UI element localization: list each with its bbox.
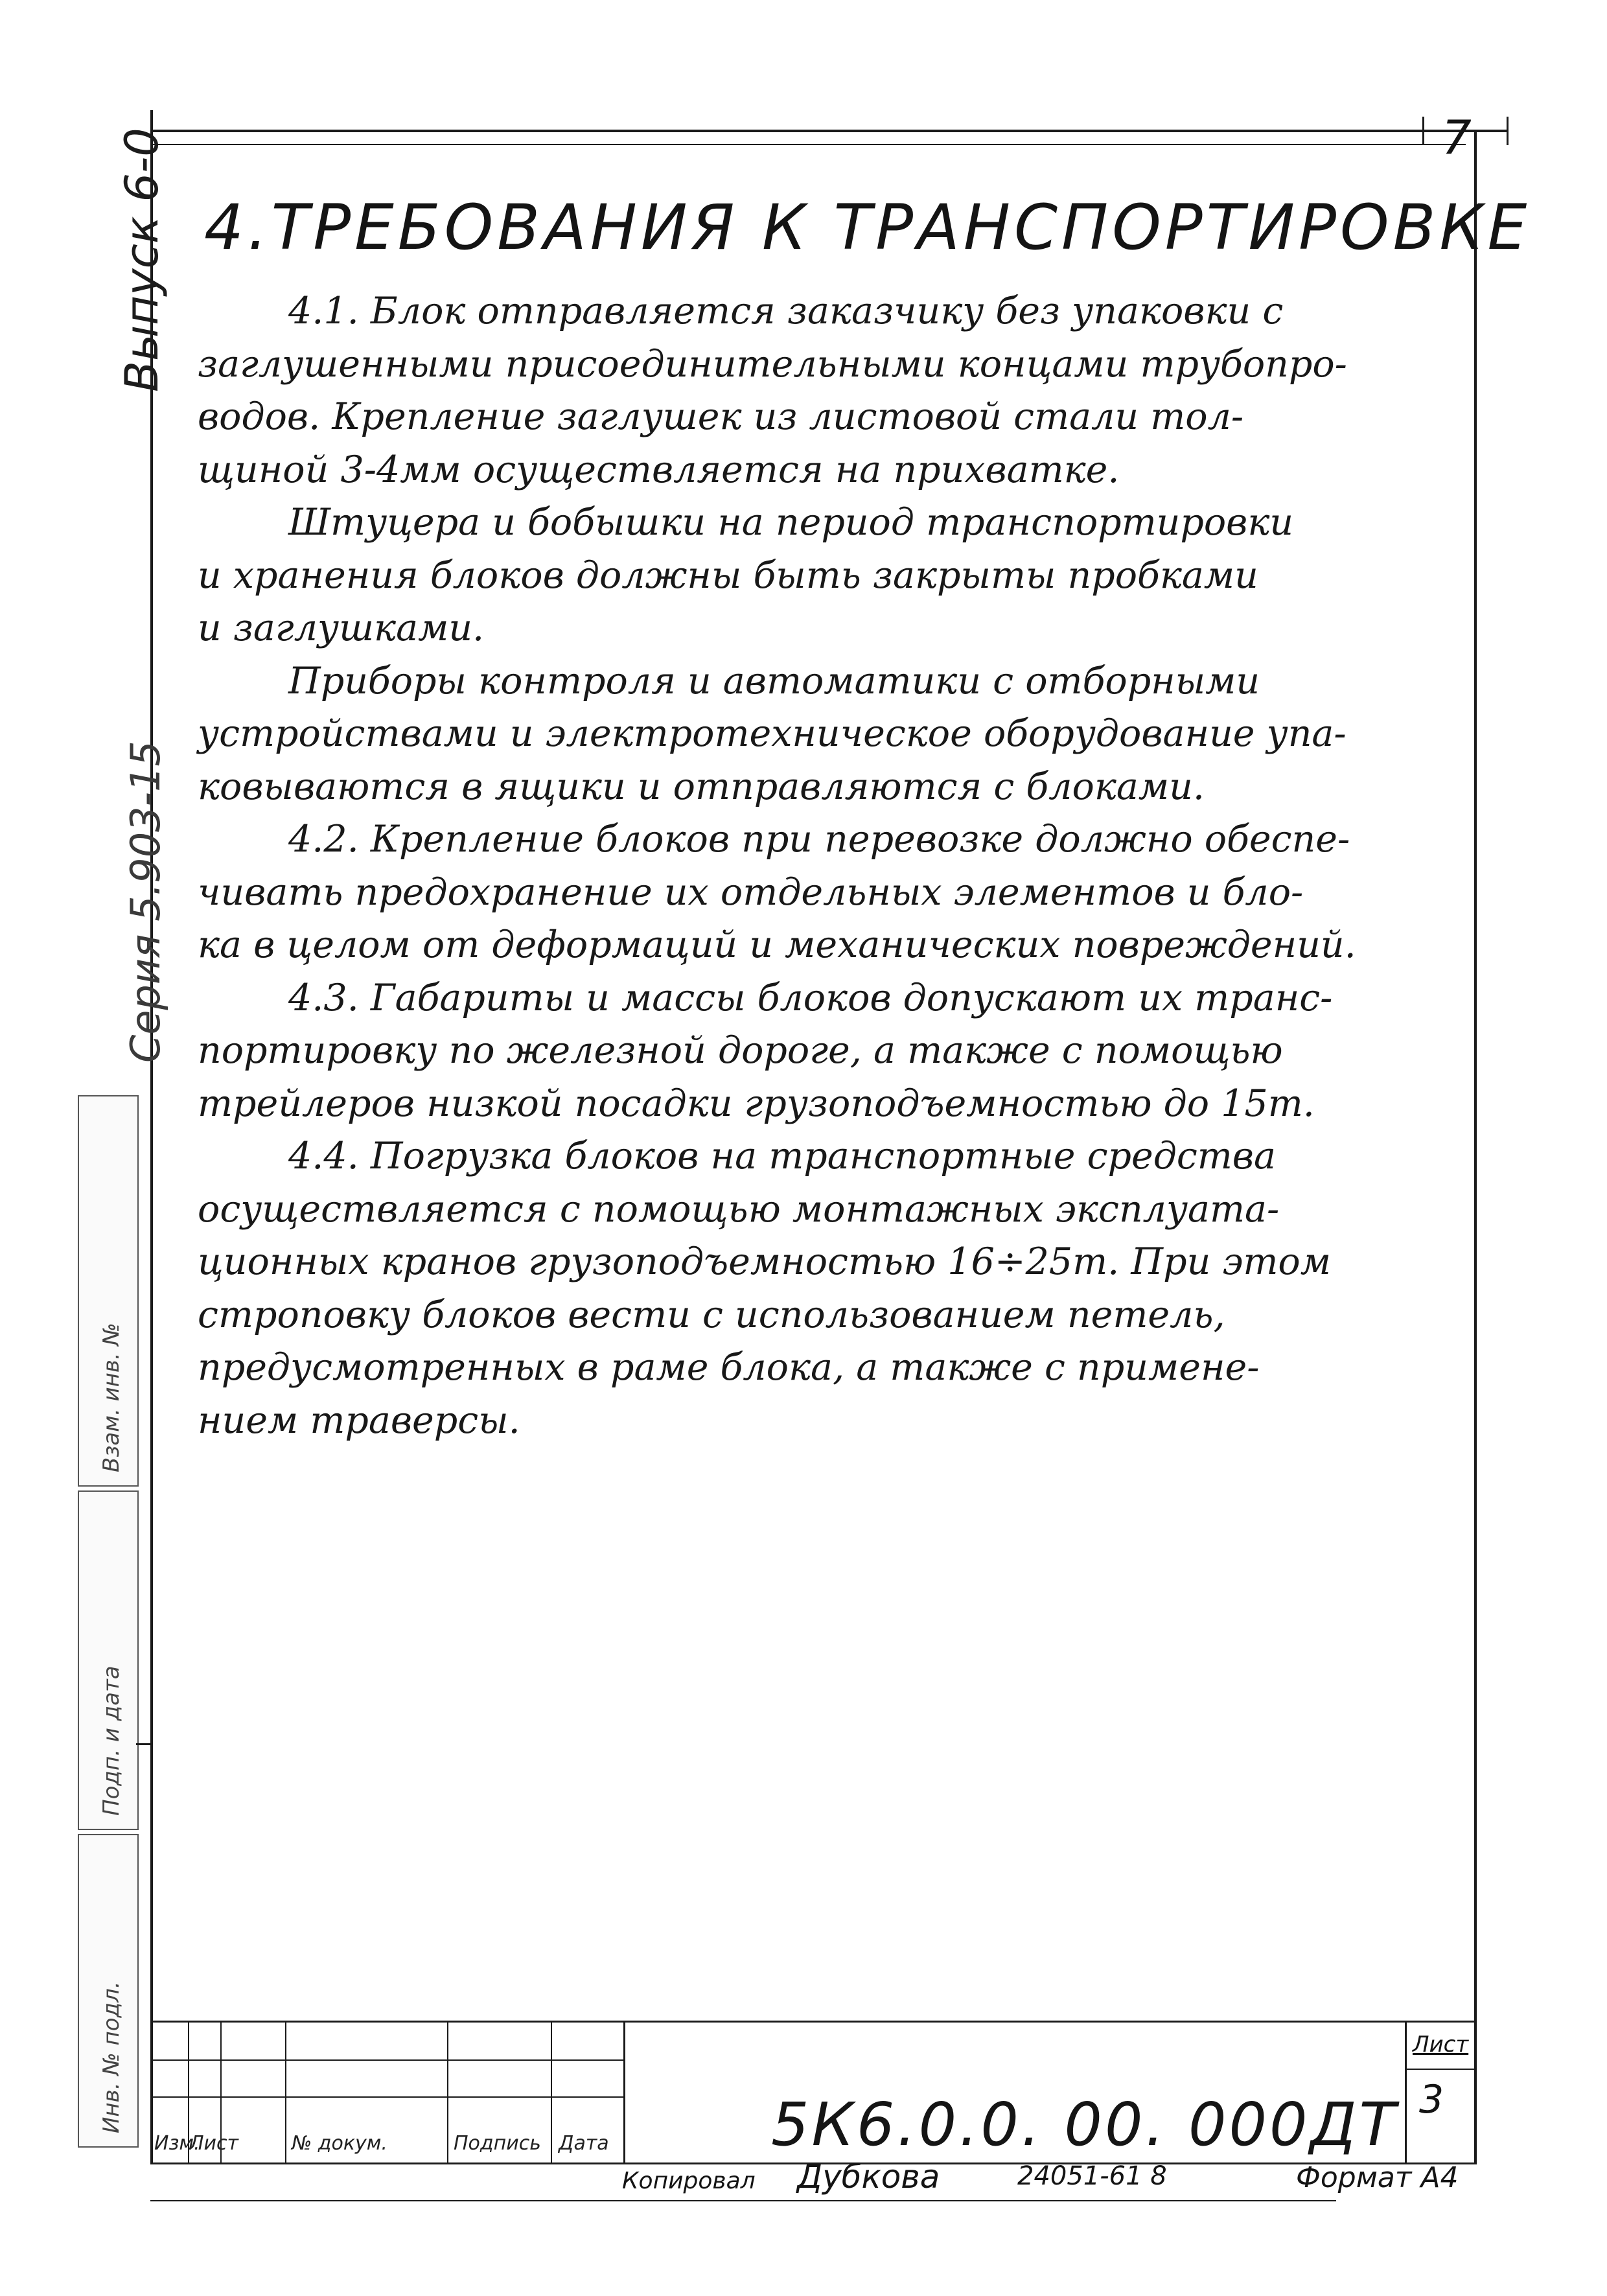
copy-reference: 24051-61 8 [1017, 2161, 1167, 2191]
text-line: щиной 3-4мм осуществляется на прихватке. [198, 448, 1120, 491]
titleblock-header-date: Дата [559, 2132, 609, 2155]
stamp-label-original: Инв. № подл. [98, 1981, 124, 2133]
text-line: заглушенными присоединительными концами трубопро- [198, 342, 1347, 386]
format-label: Формат А4 [1296, 2161, 1459, 2194]
text-line: устройствами и электротехническое оборудование упа- [198, 712, 1347, 755]
frame-left [150, 110, 153, 2164]
text-line: ковываются в ящики и отправляются с блоками. [198, 765, 1205, 808]
series-label: Серия 5.903-15 [122, 741, 169, 1063]
text-line: чивать предохранение их отдельных элементов и бло- [198, 870, 1304, 914]
titleblock-col-3 [285, 2021, 286, 2163]
text-line: 4.3. Габариты и массы блоков допускают их транс- [288, 976, 1333, 1019]
text-line: нием траверсы. [198, 1398, 520, 1442]
body-text [198, 285, 1477, 1447]
copied-label: Копировал [622, 2168, 756, 2194]
titleblock-header-docnum: № докум. [292, 2132, 387, 2155]
text-line: ционных кранов грузоподъемностью 16÷25т. При этом [198, 1240, 1331, 1283]
text-line: водов. Крепление заглушек из листовой стали тол- [198, 395, 1244, 438]
frame-top-second [150, 144, 1466, 145]
bottom-rule [150, 2200, 1336, 2201]
page-title: 4.ТРЕБОВАНИЯ К ТРАНСПОРТИРОВКЕ [204, 191, 1531, 264]
text-line: осуществляется с помощью монтажных эксплуата- [198, 1187, 1280, 1231]
sheet-cell-right [1507, 117, 1509, 145]
titleblock-sheet-left [1405, 2021, 1407, 2164]
titleblock-col-4 [447, 2021, 448, 2163]
sheet-label: Лист [1413, 2032, 1469, 2058]
text-line: 4.1. Блок отправляется заказчику без упаковки с [288, 290, 1284, 332]
titleblock-header-sheet: Лист [189, 2132, 239, 2155]
titleblock-header-signature: Подпись [454, 2132, 541, 2155]
frame-top [150, 130, 1508, 132]
titleblock-sep [623, 2021, 625, 2164]
text-line: Приборы контроля и автоматики с отборными [288, 659, 1260, 702]
titleblock-col-5 [551, 2021, 552, 2163]
document-code: 5К6.0.0. 00. 000ДТ [771, 2090, 1398, 2159]
stamp-label-signature: Подп. и дата [98, 1665, 124, 1816]
stamp-label-inventory: Взам. инв. № [98, 1323, 124, 1472]
text-line: и заглушками. [198, 607, 485, 649]
text-line: портировку по железной дороге, а также с помощью [198, 1029, 1283, 1072]
text-line: ка в целом от деформаций и механических повреждений. [198, 923, 1356, 966]
text-line: 4.4. Погрузка блоков на транспортные средства [288, 1135, 1276, 1177]
titleblock-top [150, 2021, 1477, 2023]
margin-tick [136, 1743, 152, 1745]
text-line: и хранения блоков должны быть закрыты пробками [198, 553, 1258, 597]
sheet-number: 3 [1419, 2077, 1444, 2122]
copier-name: Дубкова [797, 2158, 940, 2196]
text-line: Штуцера и бобышки на период транспортировки [288, 501, 1294, 544]
stamp-box-inventory [78, 1095, 139, 1487]
sheet-number-top: 7 [1442, 110, 1472, 165]
stamp-box-signature [78, 1490, 139, 1830]
stamp-box-original [78, 1834, 139, 2148]
text-line: 4.2. Крепление блоков при перевозке должно обеспе- [288, 818, 1350, 861]
text-line: трейлеров низкой посадки грузоподъемностью до 15т. [198, 1082, 1315, 1125]
issue-label: Выпуск 6-0 [115, 128, 168, 392]
text-line: предусмотренных в раме блока, а также с примене- [198, 1346, 1260, 1389]
sheet-cell-left [1422, 117, 1424, 145]
titleblock-sheet-mid [1405, 2069, 1476, 2070]
text-line: строповку блоков вести с использованием петель, [198, 1293, 1225, 1336]
titleblock-header-change: Изм. [154, 2132, 200, 2155]
